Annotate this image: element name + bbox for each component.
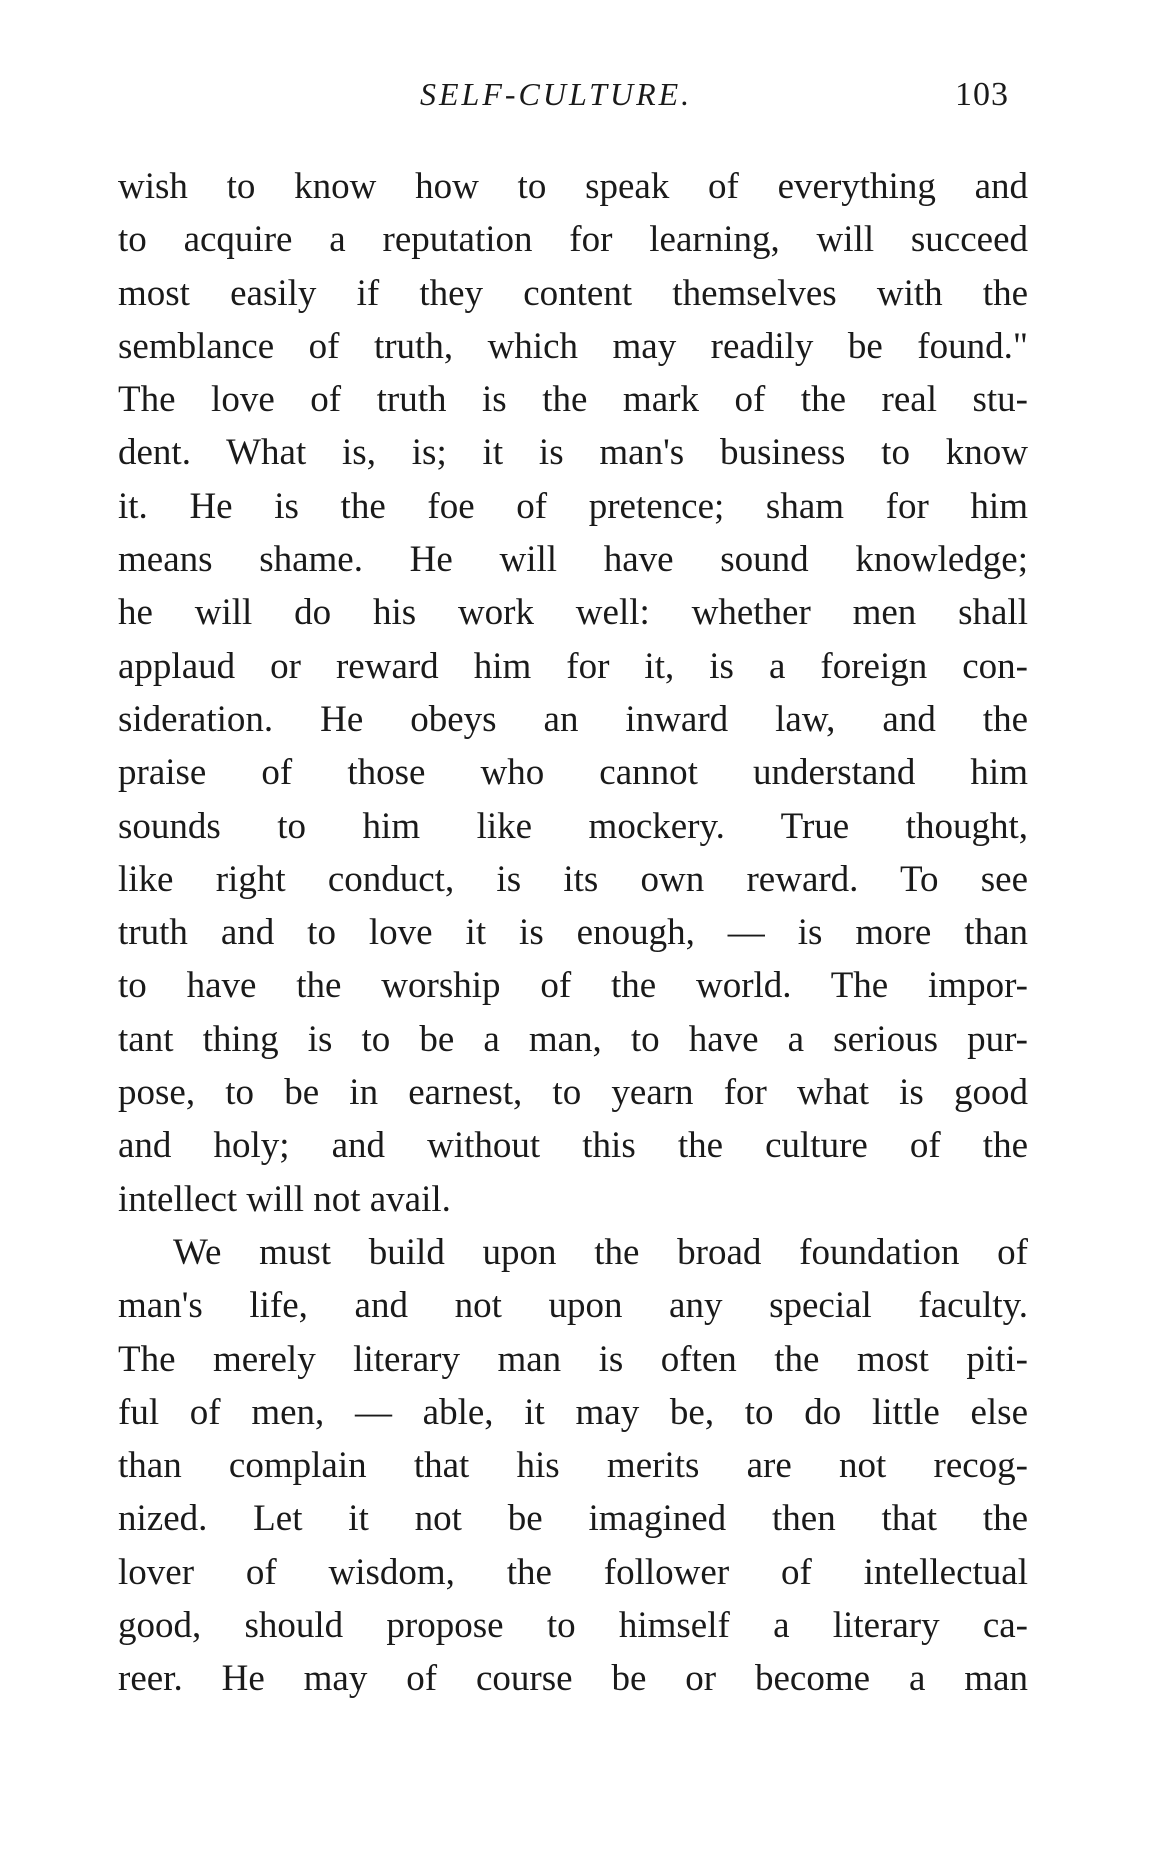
text-line: than complain that his merits are not recog-: [118, 1445, 1028, 1487]
text-line: praise of those who cannot understand him: [118, 752, 1028, 794]
text-line: nized. Let it not be imagined then that the: [118, 1498, 1028, 1540]
text-line: intellect will not avail.: [118, 1178, 451, 1220]
text-line: The merely literary man is often the most piti-: [118, 1338, 1028, 1380]
text-line: he will do his work well: whether men shall: [118, 592, 1028, 634]
text-line: wish to know how to speak of everything and: [118, 166, 1028, 207]
text-line: and holy; and without this the culture of the: [118, 1125, 1028, 1167]
text-line: pose, to be in earnest, to yearn for what is good: [118, 1072, 1028, 1114]
running-title: SELF-CULTURE.: [420, 76, 693, 112]
body-text: [118, 160, 1028, 1706]
text-line: it. He is the foe of pretence; sham for him: [118, 485, 1028, 527]
text-line: applaud or reward him for it, is a foreign con-: [118, 645, 1028, 687]
text-line: dent. What is, is; it is man's business to know: [118, 432, 1028, 474]
text-line: man's life, and not upon any special faculty.: [118, 1285, 1028, 1327]
paragraph-2: [118, 1226, 1028, 1706]
running-head: [0, 76, 1151, 126]
text-line: reer. He may of course be or become a man: [118, 1658, 1028, 1700]
text-line: to acquire a reputation for learning, will succeed: [118, 219, 1028, 261]
text-line: means shame. He will have sound knowledge;: [118, 539, 1028, 581]
text-line: sounds to him like mockery. True thought,: [118, 805, 1028, 847]
text-line: good, should propose to himself a literary ca-: [118, 1605, 1028, 1647]
text-line: lover of wisdom, the follower of intellectual: [118, 1551, 1028, 1593]
text-line: ful of men, — able, it may be, to do little else: [118, 1391, 1028, 1433]
paragraph-1: [118, 160, 1028, 1226]
text-line: to have the worship of the world. The impor-: [118, 965, 1028, 1007]
text-line: We must build upon the broad foundation of: [173, 1231, 1028, 1273]
page-number: 103: [955, 76, 1009, 113]
text-line: most easily if they content themselves with the: [118, 272, 1028, 314]
text-line: tant thing is to be a man, to have a serious pur-: [118, 1018, 1028, 1060]
text-line: sideration. He obeys an inward law, and the: [118, 698, 1028, 740]
text-line: semblance of truth, which may readily be found.": [118, 325, 1028, 367]
text-line: truth and to love it is enough, — is more than: [118, 912, 1028, 954]
text-line: The love of truth is the mark of the real stu-: [118, 379, 1028, 421]
text-line: like right conduct, is its own reward. To see: [118, 858, 1028, 900]
